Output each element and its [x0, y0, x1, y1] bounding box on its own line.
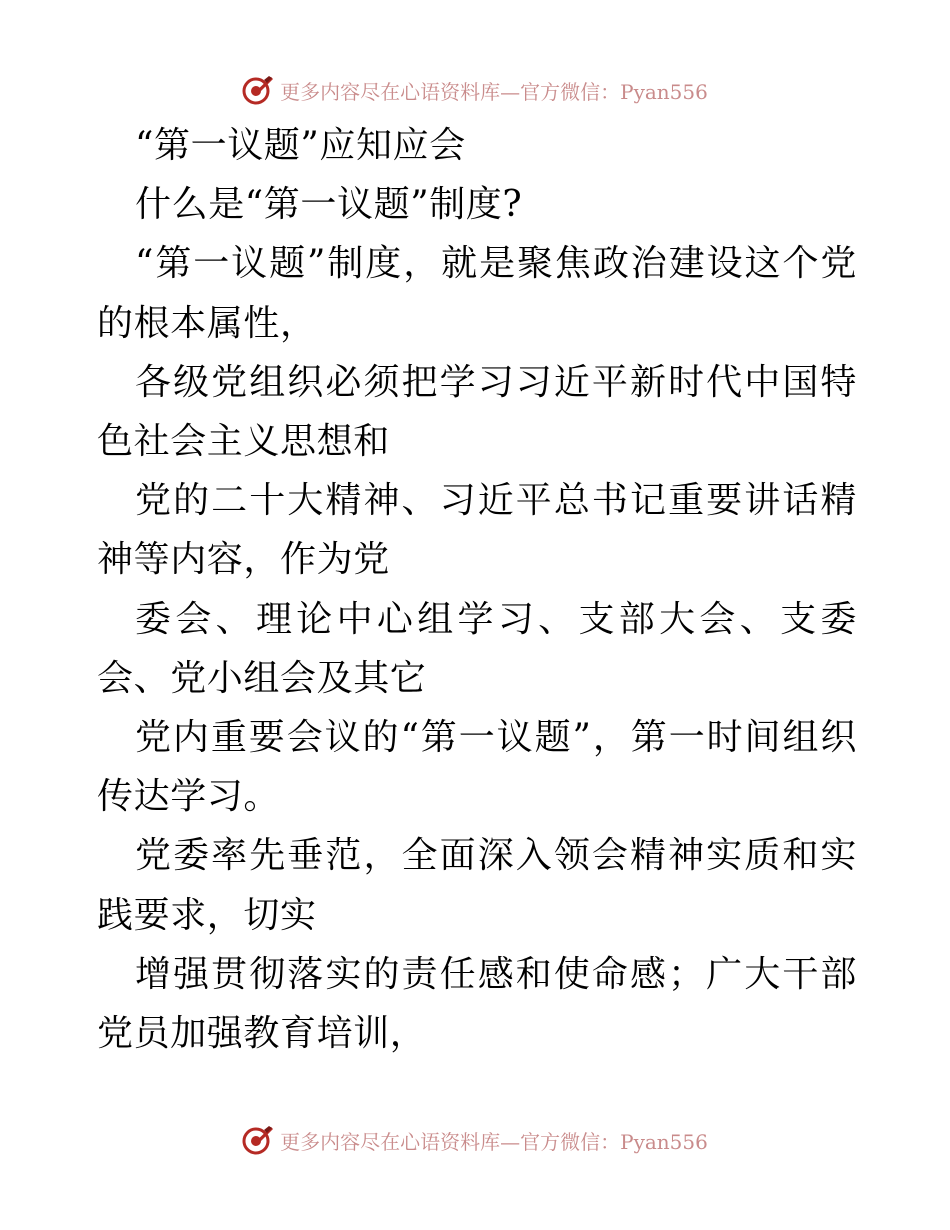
document-body: [97, 116, 857, 1063]
footer-watermark-banner: [0, 1120, 950, 1160]
header-watermark-banner: [0, 70, 950, 110]
paragraph: “第一议题”制度，就是聚焦政治建设这个党的根本属性，: [97, 243, 857, 344]
paragraph: 增强贯彻落实的责任感和使命感；广大干部党员加强教育培训，: [97, 953, 857, 1055]
document-title: “第一议题”应知应会: [135, 125, 466, 166]
paragraph: 委会、理论中心组学习、支部大会、支委会、党小组会及其它: [97, 598, 857, 699]
paragraph: 党的二十大精神、习近平总书记重要讲话精神等内容，作为党: [97, 480, 857, 581]
footer-banner-text: 更多内容尽在心语资料库—官方微信：Pyan556: [280, 1129, 708, 1154]
paragraph: 党委率先垂范，全面深入领会精神实质和实践要求，切实: [97, 835, 857, 936]
quill-logo-icon: [242, 74, 274, 106]
paragraph: 各级党组织必须把学习习近平新时代中国特色社会主义思想和: [97, 361, 857, 463]
paragraph: 党内重要会议的“第一议题”，第一时间组织传达学习。: [97, 717, 857, 818]
paragraph: 什么是“第一议题”制度?: [135, 184, 523, 226]
header-banner-text: 更多内容尽在心语资料库—官方微信：Pyan556: [280, 79, 708, 104]
quill-logo-icon: [242, 1124, 274, 1156]
